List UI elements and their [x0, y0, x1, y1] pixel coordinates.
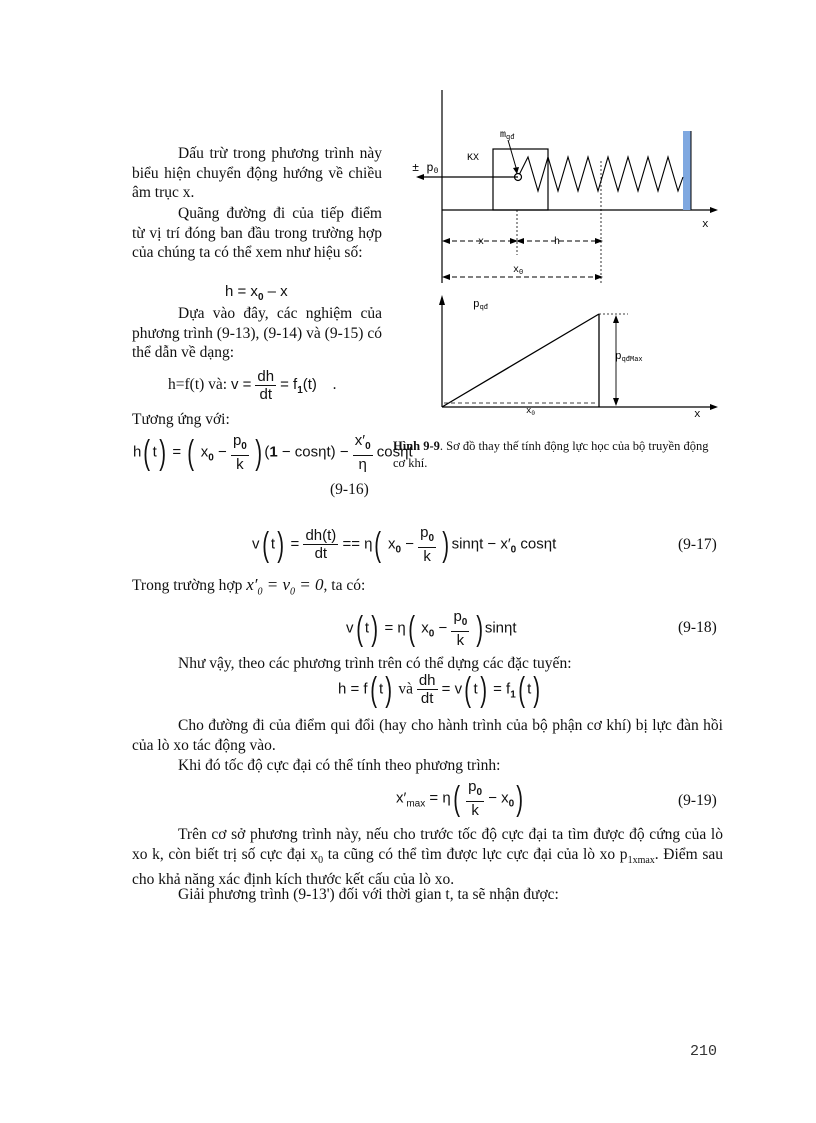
label-x0: $x_0$ — [513, 265, 524, 277]
paragraph-dua-vao: Dựa vào đây, các nghiệm của phương trình (9-13), (9-14) và (9-15) có thể dẫn về dạng: — [132, 305, 382, 361]
page-number: 210 — [690, 1043, 718, 1060]
equation-9-16: h( t) = ( $x_0$ − $\frac{p_0}{k}$ ) (1 − cosηt) − $\frac{x'_0}{\eta}$ cosηt — [133, 432, 413, 473]
equation-characteristics: h = f( t) và $\frac{dh}{dt}$ = v( $t) = f_1$( t) — [338, 670, 541, 709]
x-axis-upper-arrow — [710, 207, 718, 213]
paragraph-quang-duong: Quãng đường đi của tiếp điểm từ vị trí đóng ban đầu trong trường hợp của chúng ta có thể xem như hiệu số: — [132, 205, 382, 261]
figure-caption: Hình 9-9. Sơ đồ thay thế tính động lực học của bộ truyền động cơ khí. — [393, 439, 709, 470]
force-line — [442, 314, 599, 407]
label-p0: ± p0 — [412, 161, 439, 176]
paragraph-khi-do: Khi đó tốc độ cực đại có thể tính theo phương trình: — [178, 757, 501, 774]
label-kx: KX — [467, 153, 480, 164]
paragraph-cho-duong-di: Cho đường đi của điểm qui đổi (hay cho hành trình của bộ phận cơ khí) bị lực đàn hồi của lò xo tác động vào. — [132, 717, 723, 754]
fixed-wall — [683, 131, 691, 210]
label-pqdmax: pqđMax — [615, 351, 643, 364]
label-x: x — [478, 237, 485, 248]
equation-number-9-18: (9-18) — [678, 619, 717, 636]
pointer-line — [508, 140, 517, 171]
equation-number-9-19: (9-19) — [678, 792, 717, 809]
label-x-axis-lower: x — [694, 409, 701, 421]
equation-number-9-16: (9-16) — [330, 481, 369, 498]
equation-number-9-17: (9-17) — [678, 536, 717, 553]
equation-9-19: $x'_{max} = \eta$( $\frac{p_0}{k}$ − $x_0$) — [396, 778, 524, 819]
paragraph-nhu-vay: Như vậy, theo các phương trình trên có thể dựng các đặc tuyến: — [178, 655, 572, 672]
label-x-axis-upper: x — [702, 219, 709, 231]
paragraph-giai: Giải phương trình (9-13') đối với thời gian t, ta sẽ nhận được: — [178, 886, 559, 903]
label-x0-lower: $x_0$ — [526, 406, 536, 417]
tuong-ung: Tương ứng với: — [132, 411, 230, 428]
label-m-qd: $m_{qđ}$ — [500, 130, 515, 142]
equation-9-18: v( t) = η( $x_0$ − $\frac{p_0}{k}$ ) sinηt — [346, 608, 517, 649]
equation-9-17: v( t) = $\frac{dh(t)}{dt}$ == η( $x_0$ − $\frac{p_0}{k}$ ) $\sin\eta t - x'_0$ cosηt — [252, 524, 557, 565]
equation-h: $h = x_0 - x$ — [225, 283, 288, 303]
paragraph-tren-co-so: Trên cơ sở phương trình này, nếu cho trước tốc độ cực đại ta tìm được độ cứng của lò xo k, còn biết trị số cực đại $x_0$ ta cũng có thể tìm được lực cực đại của lò xo $p_{1xmax}$. Điểm sau cho khả năng xác định kích thước kết cấu của lò xo. — [132, 826, 724, 889]
label-h: h — [554, 237, 561, 248]
spring — [518, 157, 683, 191]
label-pqd: pqđ — [473, 299, 489, 312]
figure-9-9 — [400, 85, 730, 425]
paragraph-dau-tru: Dấu trừ trong phương trình này biểu hiện chuyển động hướng về chiều âm trục x. — [132, 145, 382, 201]
case-line: Trong trường hợp $x'_0 = v_0 = 0$, ta có: — [132, 575, 366, 598]
equation-hf: h=f(t) và: v = $\frac{dh}{dt}$ = $f_1(t)$ . — [168, 368, 337, 403]
